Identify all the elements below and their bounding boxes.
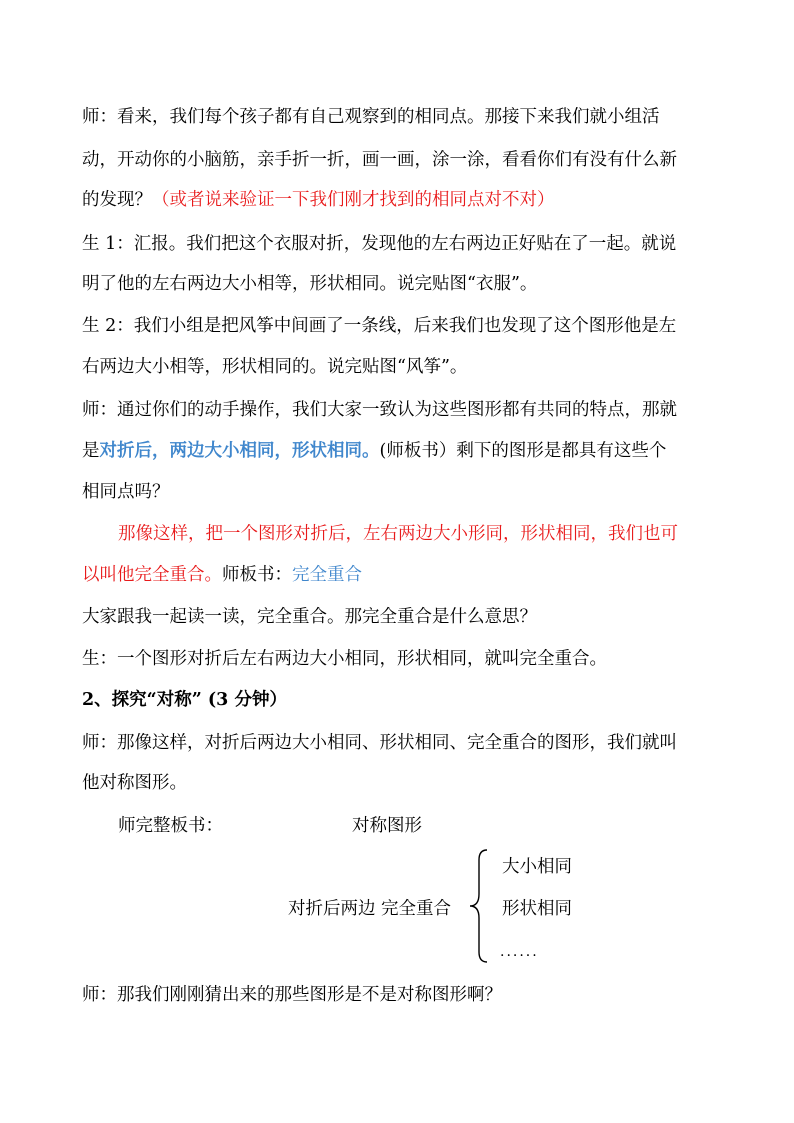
paragraph-line: 师：那我们刚刚猜出来的那些图形是不是对称图形啊？ bbox=[82, 985, 502, 1005]
paragraph-line: 右两边大小相等，形状相同的。说完贴图“风筝”。 bbox=[82, 357, 468, 377]
curly-brace-icon bbox=[466, 846, 490, 966]
board-item: 形状相同 bbox=[502, 899, 572, 919]
paragraph-line: 动，开动你的小脑筋，亲手折一折，画一画，涂一涂，看看你们有没有什么新 bbox=[82, 150, 677, 170]
paragraph-line: 生：一个图形对折后左右两边大小相同，形状相同，就叫完全重合。 bbox=[82, 649, 607, 669]
paragraph-line bbox=[82, 439, 666, 463]
paragraph-line: 师：通过你们的动手操作，我们大家一致认为这些图形都有共同的特点，那就 bbox=[82, 400, 677, 420]
board-item: 大小相同 bbox=[502, 857, 572, 877]
section-heading: 2、探究“对称” (3 分钟） bbox=[82, 690, 287, 710]
text-run: 是 bbox=[82, 441, 100, 461]
paragraph-line: 那像这样，把一个图形对折后，左右两边大小形同，形状相同，我们也可 bbox=[118, 524, 678, 544]
highlighted-text-red: （或者说来验证一下我们刚才找到的相同点对不对） bbox=[152, 190, 555, 210]
paragraph-line bbox=[82, 563, 362, 587]
paragraph-line: 明了他的左右两边大小相等，形状相同。说完贴图“衣服”。 bbox=[82, 274, 538, 294]
text-run: 师板书： bbox=[222, 565, 292, 585]
paragraph-line: 生 1：汇报。我们把这个衣服对折，发现他的左右两边正好贴在了一起。就说 bbox=[82, 234, 677, 254]
paragraph-line: 相同点吗？ bbox=[82, 482, 170, 502]
highlighted-text-blue: 完全重合 bbox=[292, 565, 362, 585]
paragraph-line bbox=[82, 188, 555, 212]
text-run: (师板书）剩下的图形是都具有这些个 bbox=[379, 441, 667, 461]
highlighted-text-blue: 对折后，两边大小相同，形状相同。 bbox=[99, 441, 380, 461]
highlighted-text-red: 以叫他完全重合。 bbox=[82, 565, 222, 585]
board-left-text: 对折后两边 完全重合 bbox=[288, 899, 452, 919]
text-run: 的发现？ bbox=[82, 190, 152, 210]
board-item-ellipsis: ...... bbox=[500, 944, 539, 960]
board-label: 师完整板书： bbox=[118, 816, 223, 836]
paragraph-line: 生 2：我们小组是把风筝中间画了一条线，后来我们也发现了这个图形他是左 bbox=[82, 316, 677, 336]
board-title: 对称图形 bbox=[352, 816, 422, 836]
paragraph-line: 他对称图形。 bbox=[82, 773, 187, 793]
paragraph-line: 大家跟我一起读一读，完全重合。那完全重合是什么意思？ bbox=[82, 607, 537, 627]
paragraph-line: 师：看来，我们每个孩子都有自己观察到的相同点。那接下来我们就小组活 bbox=[82, 107, 660, 127]
paragraph-line: 师：那像这样，对折后两边大小相同、形状相同、完全重合的图形，我们就叫 bbox=[82, 733, 677, 753]
